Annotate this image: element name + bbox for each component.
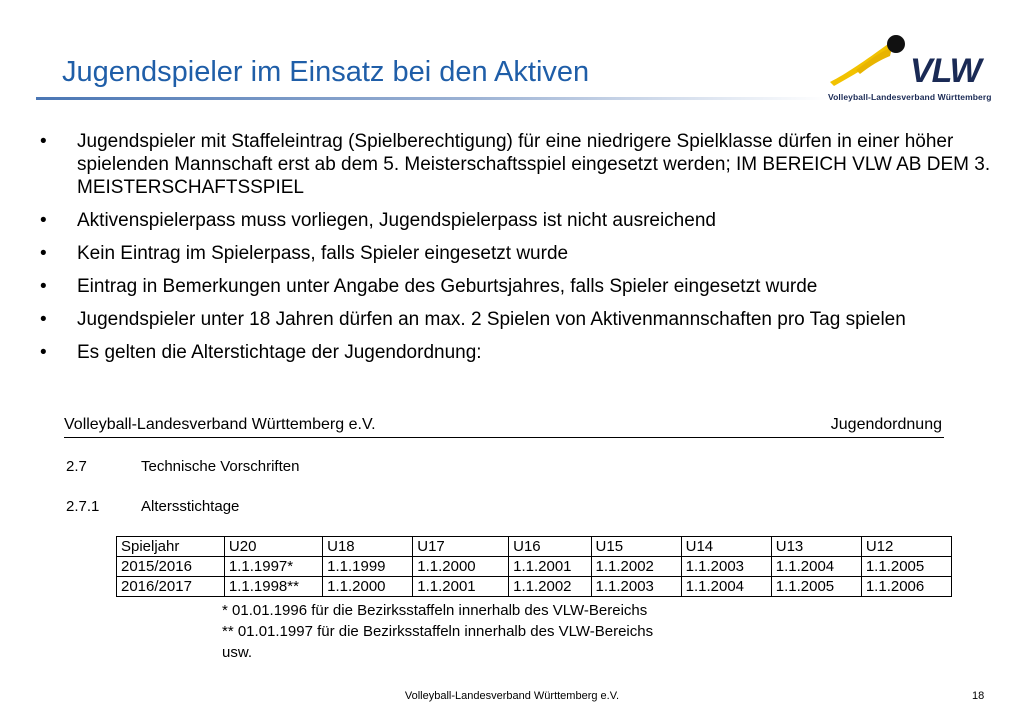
table-header-cell: U14 (681, 537, 771, 557)
bullet-item (36, 308, 1006, 331)
logo-subtitle: Volleyball-Landesverband Württemberg (828, 92, 992, 102)
table-cell: 1.1.2005 (861, 557, 951, 577)
footnote: ** 01.01.1997 für die Bezirksstaffeln innerhalb des VLW-Bereichs (222, 623, 654, 640)
table-cell: 1.1.2005 (771, 577, 861, 597)
bullet-dot: • (40, 210, 47, 231)
bullet-text: Jugendspieler unter 18 Jahren dürfen an max. 2 Spielen von Aktivenmannschaften pro Tag spielen (77, 309, 906, 330)
table-header-cell: U12 (861, 537, 951, 557)
table-header-cell: U20 (224, 537, 322, 557)
slide-footer: Volleyball-Landesverband Württemberg e.V. (404, 690, 620, 702)
table-header-cell: U13 (771, 537, 861, 557)
table-cell: 1.1.1997* (224, 557, 322, 577)
document-header (64, 416, 944, 438)
footnote: usw. (222, 644, 253, 661)
bullet-dot: • (40, 243, 47, 264)
bullet-dot: • (40, 131, 47, 152)
age-cutoff-table (116, 536, 952, 597)
bullet-text: Aktivenspielerpass muss vorliegen, Jugendspielerpass ist nicht ausreichend (77, 210, 716, 231)
slide-title: Jugendspieler im Einsatz bei den Aktiven (62, 56, 590, 88)
bullet-item (36, 341, 1006, 364)
table-cell: 1.1.2001 (509, 557, 591, 577)
table-row (117, 557, 952, 577)
table-cell: 1.1.2006 (861, 577, 951, 597)
table-cell: 1.1.2000 (413, 557, 509, 577)
bullet-list (36, 130, 1006, 374)
document-header-left: Volleyball-Landesverband Württemberg e.V. (64, 416, 376, 433)
table-header-cell: U16 (509, 537, 591, 557)
table-header-cell: U15 (591, 537, 681, 557)
table-cell: 1.1.2003 (591, 577, 681, 597)
bullet-text: Kein Eintrag im Spielerpass, falls Spieler eingesetzt wurde (77, 243, 569, 264)
table-cell: 1.1.2000 (323, 577, 413, 597)
section-number: 2.7 (66, 458, 87, 475)
bullet-item (36, 275, 1006, 298)
bullet-item (36, 130, 1006, 199)
bullet-text: Eintrag in Bemerkungen unter Angabe des Geburtsjahres, falls Spieler eingesetzt wurde (77, 276, 818, 297)
table-cell: 1.1.2001 (413, 577, 509, 597)
table-row (117, 577, 952, 597)
document-excerpt (62, 412, 952, 672)
table-cell: 1.1.2004 (681, 577, 771, 597)
table-header-cell: U18 (323, 537, 413, 557)
table-cell: 2015/2016 (117, 557, 225, 577)
table-cell: 1.1.1999 (323, 557, 413, 577)
section-title: Technische Vorschriften (141, 458, 300, 475)
bullet-dot: • (40, 309, 47, 330)
bullet-item (36, 209, 1006, 232)
table-cell: 1.1.2003 (681, 557, 771, 577)
bullet-text: Jugendspieler mit Staffeleintrag (Spielberechtigung) für eine niedrigere Spielklasse dürfen in einer höher spielenden Mannschaft erst ab dem 5. Meisterschaftsspiel eingesetzt werden; IM BEREICH VLW AB DEM 3. MEISTERSCHAFTSSPIEL (77, 131, 991, 198)
subsection-title: Altersstichtage (141, 498, 240, 515)
table-header-row (117, 537, 952, 557)
vlw-logo (826, 30, 996, 105)
logo-wordmark: VLW (910, 52, 981, 90)
table-cell: 2016/2017 (117, 577, 225, 597)
bullet-dot: • (40, 342, 47, 363)
footnote: * 01.01.1996 für die Bezirksstaffeln innerhalb des VLW-Bereichs (222, 602, 648, 619)
table-header-cell: U17 (413, 537, 509, 557)
bullet-text: Es gelten die Alterstichtage der Jugendordnung: (77, 342, 482, 363)
bullet-dot: • (40, 276, 47, 297)
table-cell: 1.1.2002 (591, 557, 681, 577)
table-cell: 1.1.1998** (224, 577, 322, 597)
title-underline (36, 97, 826, 100)
table-footnotes (222, 600, 653, 663)
table-header-cell: Spieljahr (117, 537, 225, 557)
table-cell: 1.1.2002 (509, 577, 591, 597)
subsection-number: 2.7.1 (66, 498, 100, 515)
bullet-item (36, 242, 1006, 265)
document-header-right: Jugendordnung (830, 416, 942, 433)
page-number: 18 (972, 690, 985, 702)
table-cell: 1.1.2004 (771, 557, 861, 577)
